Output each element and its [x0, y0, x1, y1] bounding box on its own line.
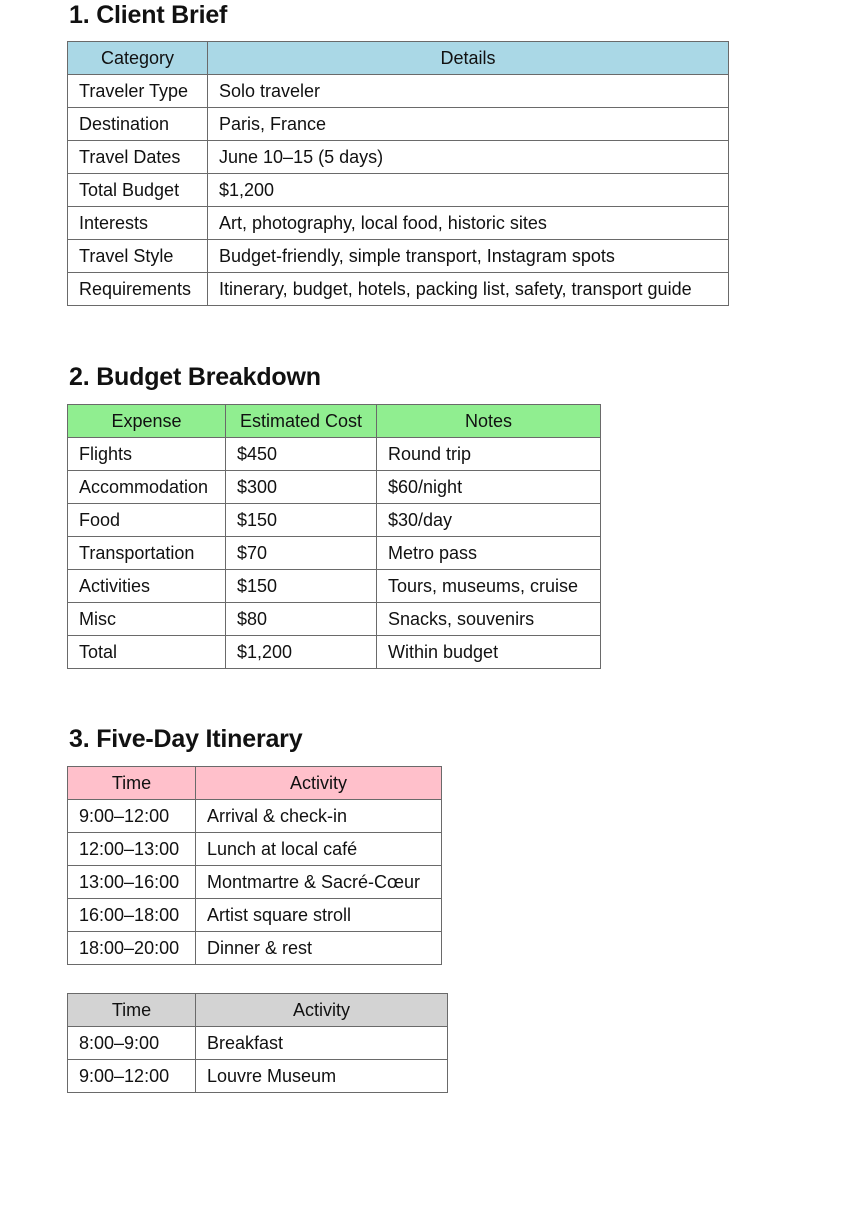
table-cell: $1,200	[226, 636, 377, 669]
table-cell: 9:00–12:00	[68, 1060, 196, 1093]
table-header-row	[68, 405, 601, 438]
itinerary-day2-table	[67, 993, 448, 1093]
table-cell: Misc	[68, 603, 226, 636]
table-cell: Travel Style	[68, 240, 208, 273]
table-row	[68, 240, 729, 273]
table-row	[68, 504, 601, 537]
table-row	[68, 1060, 448, 1093]
header-notes: Notes	[377, 405, 601, 438]
table-cell: $30/day	[377, 504, 601, 537]
table-row	[68, 141, 729, 174]
table-cell: Snacks, souvenirs	[377, 603, 601, 636]
table-row	[68, 603, 601, 636]
client-brief-table	[67, 41, 729, 306]
table-cell: Budget-friendly, simple transport, Instagram spots	[208, 240, 729, 273]
table-cell: Destination	[68, 108, 208, 141]
table-cell: $150	[226, 570, 377, 603]
table-cell: $60/night	[377, 471, 601, 504]
table-cell: 8:00–9:00	[68, 1027, 196, 1060]
table-row	[68, 273, 729, 306]
table-cell: Total	[68, 636, 226, 669]
table-cell: 18:00–20:00	[68, 932, 196, 965]
table-row	[68, 866, 442, 899]
table-cell: $70	[226, 537, 377, 570]
table-cell: Food	[68, 504, 226, 537]
budget-title: 2. Budget Breakdown	[69, 363, 321, 391]
table-cell: $80	[226, 603, 377, 636]
table-row	[68, 570, 601, 603]
itinerary-day1-table	[67, 766, 442, 965]
table-cell: Activities	[68, 570, 226, 603]
table-row	[68, 899, 442, 932]
header-estimated-cost: Estimated Cost	[226, 405, 377, 438]
table-cell: 16:00–18:00	[68, 899, 196, 932]
table-cell: $1,200	[208, 174, 729, 207]
table-cell: Interests	[68, 207, 208, 240]
table-cell: Travel Dates	[68, 141, 208, 174]
header-activity: Activity	[196, 994, 448, 1027]
header-expense: Expense	[68, 405, 226, 438]
table-cell: Accommodation	[68, 471, 226, 504]
table-cell: 12:00–13:00	[68, 833, 196, 866]
table-cell: Louvre Museum	[196, 1060, 448, 1093]
table-row	[68, 636, 601, 669]
header-time: Time	[68, 767, 196, 800]
table-row	[68, 108, 729, 141]
header-activity: Activity	[196, 767, 442, 800]
table-cell: Artist square stroll	[196, 899, 442, 932]
table-cell: Tours, museums, cruise	[377, 570, 601, 603]
table-cell: Solo traveler	[208, 75, 729, 108]
client-brief-title: 1. Client Brief	[69, 1, 228, 29]
table-row	[68, 471, 601, 504]
table-cell: Breakfast	[196, 1027, 448, 1060]
itinerary-title: 3. Five-Day Itinerary	[69, 725, 303, 753]
table-cell: Lunch at local café	[196, 833, 442, 866]
table-row	[68, 537, 601, 570]
table-cell: Paris, France	[208, 108, 729, 141]
table-cell: Transportation	[68, 537, 226, 570]
table-row	[68, 800, 442, 833]
table-cell: Flights	[68, 438, 226, 471]
table-cell: Total Budget	[68, 174, 208, 207]
header-category: Category	[68, 42, 208, 75]
table-row	[68, 1027, 448, 1060]
table-row	[68, 207, 729, 240]
table-cell: Round trip	[377, 438, 601, 471]
table-cell: Within budget	[377, 636, 601, 669]
table-cell: 13:00–16:00	[68, 866, 196, 899]
table-row	[68, 75, 729, 108]
table-cell: Requirements	[68, 273, 208, 306]
table-cell: Itinerary, budget, hotels, packing list, safety, transport guide	[208, 273, 729, 306]
budget-table	[67, 404, 601, 669]
table-cell: Arrival & check-in	[196, 800, 442, 833]
table-cell: Dinner & rest	[196, 932, 442, 965]
table-cell: $300	[226, 471, 377, 504]
table-cell: Montmartre & Sacré-Cœur	[196, 866, 442, 899]
table-cell: $150	[226, 504, 377, 537]
table-header-row	[68, 767, 442, 800]
table-row	[68, 833, 442, 866]
table-row	[68, 438, 601, 471]
table-cell: Metro pass	[377, 537, 601, 570]
header-time: Time	[68, 994, 196, 1027]
table-cell: Traveler Type	[68, 75, 208, 108]
table-header-row	[68, 42, 729, 75]
table-cell: 9:00–12:00	[68, 800, 196, 833]
table-header-row	[68, 994, 448, 1027]
table-row	[68, 932, 442, 965]
header-details: Details	[208, 42, 729, 75]
table-cell: Art, photography, local food, historic sites	[208, 207, 729, 240]
table-cell: $450	[226, 438, 377, 471]
table-row	[68, 174, 729, 207]
table-cell: June 10–15 (5 days)	[208, 141, 729, 174]
